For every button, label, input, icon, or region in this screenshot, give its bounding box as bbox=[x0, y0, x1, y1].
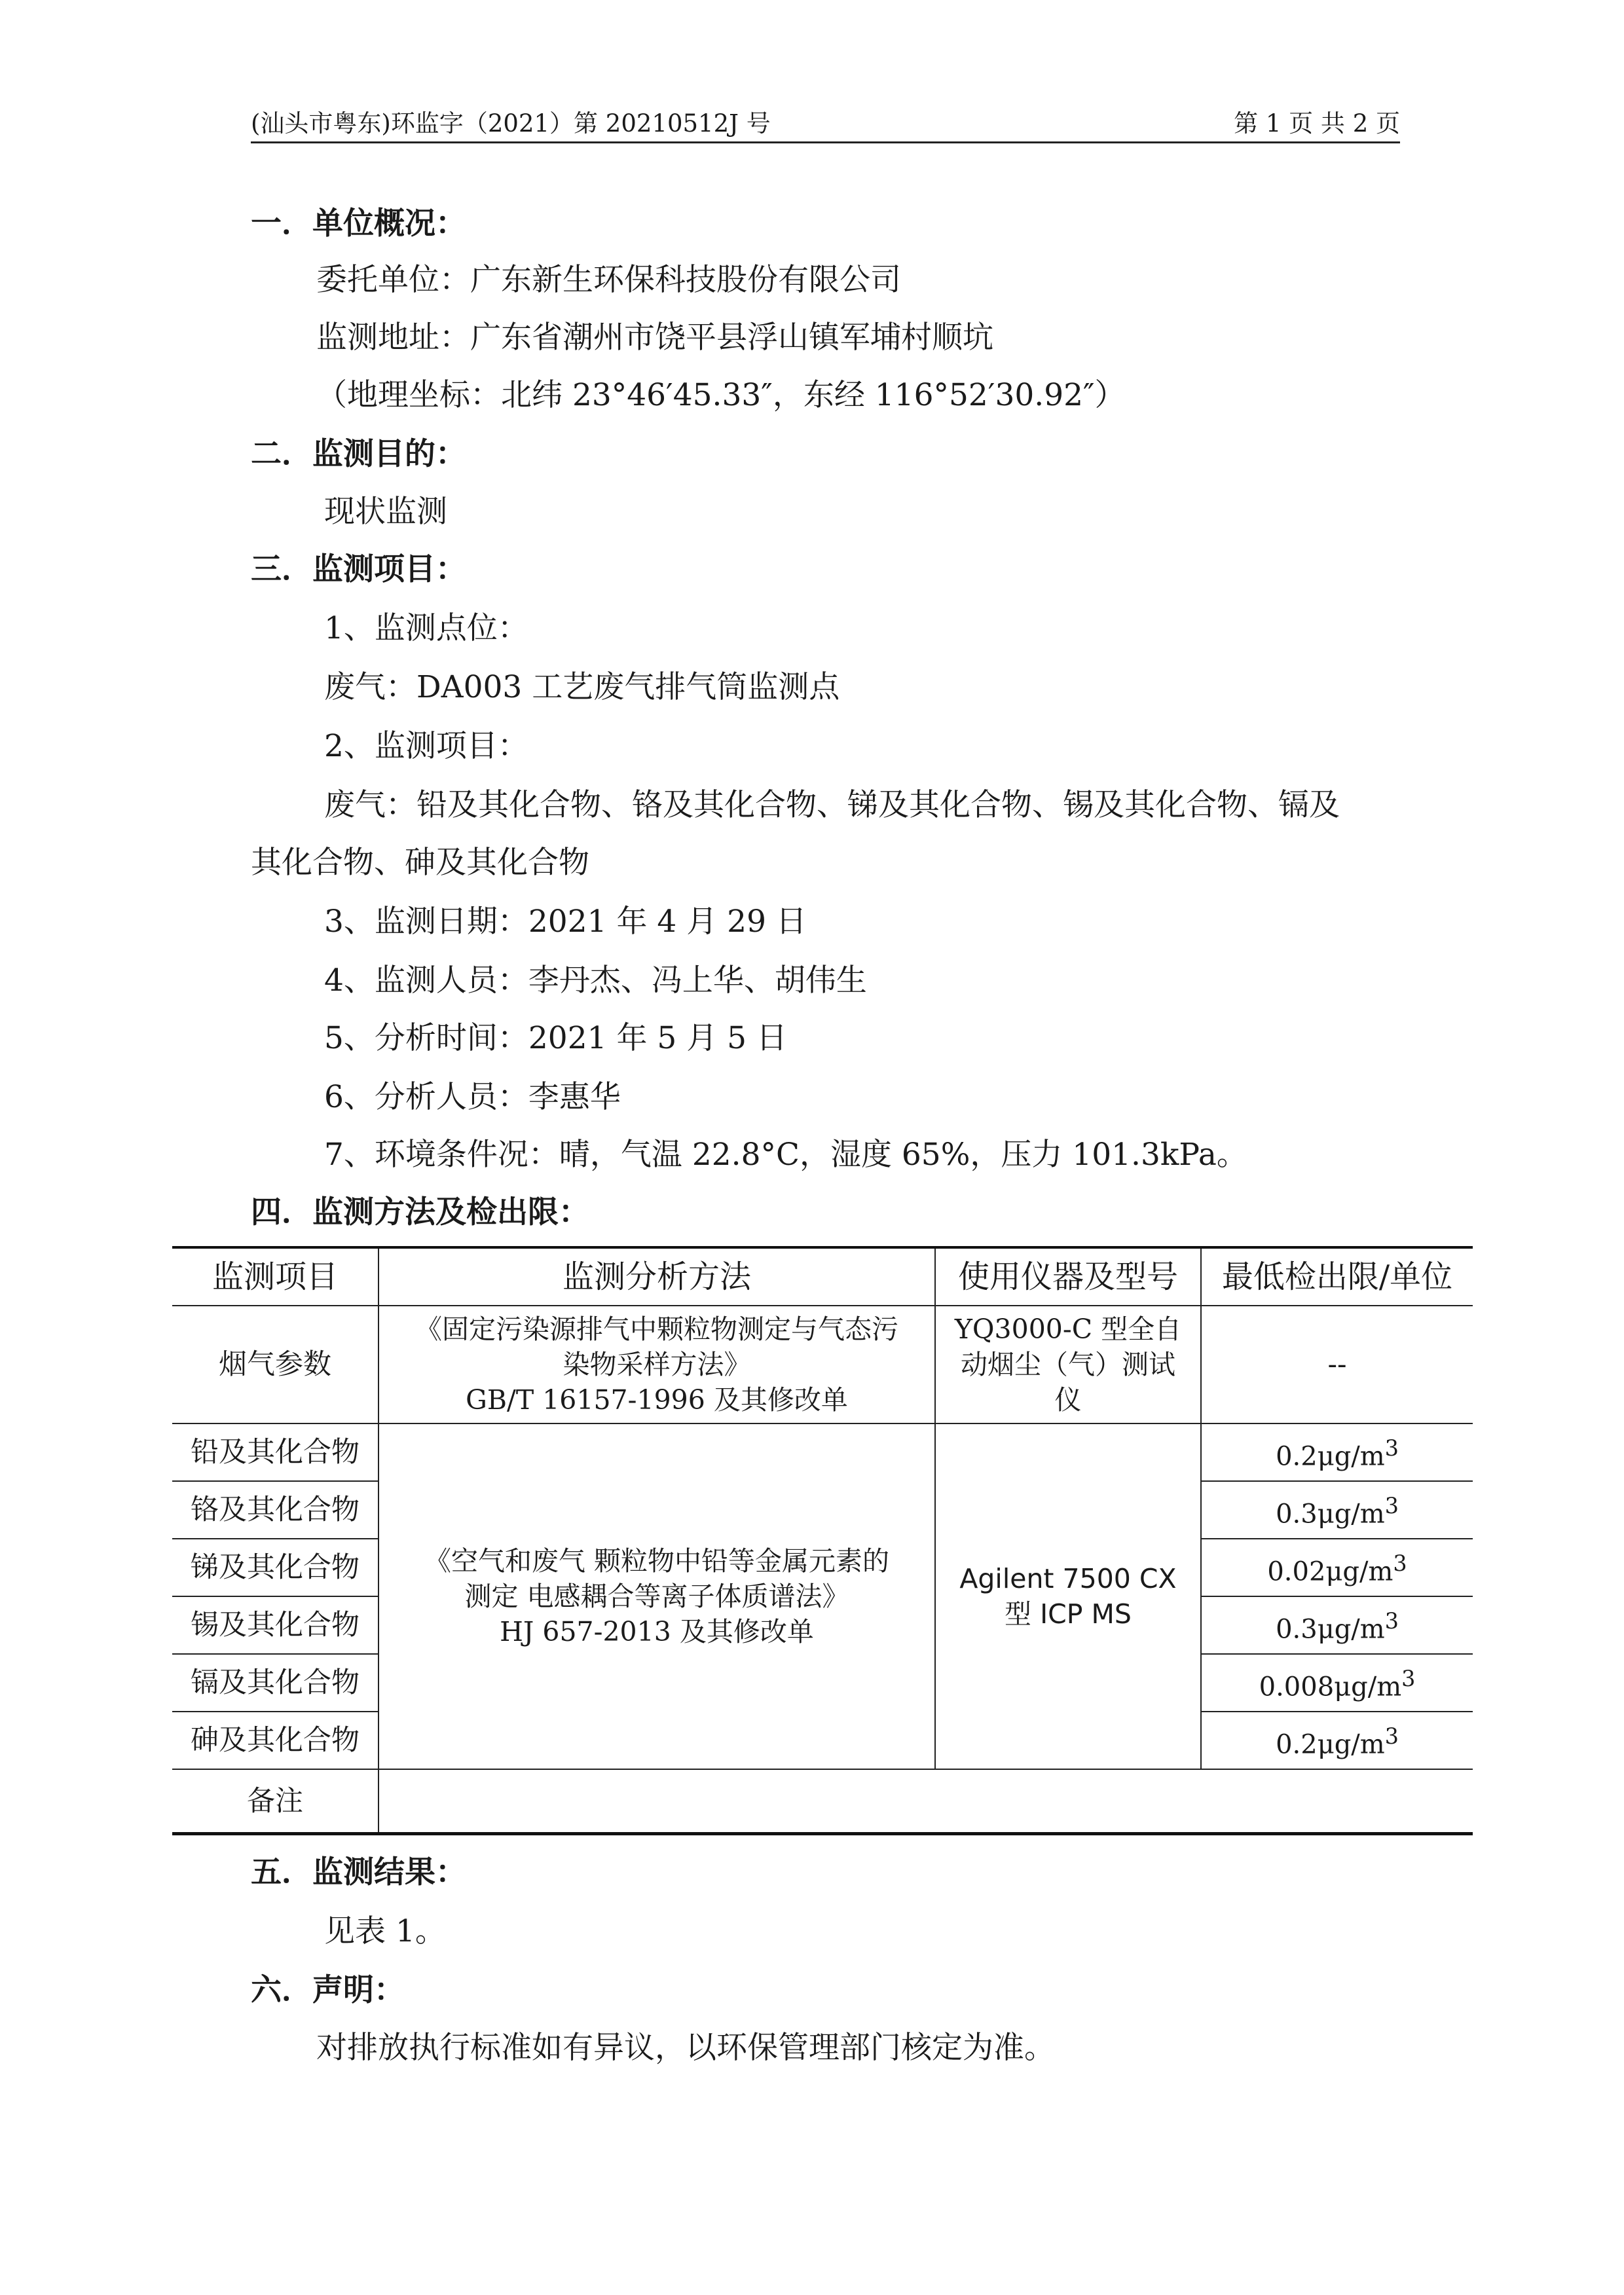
cell-limit bbox=[1201, 1481, 1473, 1539]
method-line: GB/T 16157-1996 及其修改单 bbox=[466, 1384, 848, 1416]
method-line: 染物采样方法》 bbox=[563, 1349, 751, 1380]
instrument-line: YQ3000-C 型全自 bbox=[954, 1313, 1182, 1345]
method-line: 《空气和废气 颗粒物中铅等金属元素的 bbox=[424, 1545, 890, 1577]
cell-item: 烟气参数 bbox=[172, 1306, 378, 1423]
header-item: 监测项目 bbox=[172, 1247, 378, 1306]
header-method: 监测分析方法 bbox=[378, 1247, 935, 1306]
analysis-date: 5、分析时间：2021 年 5 月 5 日 bbox=[324, 1020, 788, 1056]
monitored-items-line-2: 其化合物、砷及其化合物 bbox=[251, 845, 589, 881]
limit-value: 0.2μg/m bbox=[1276, 1729, 1385, 1760]
cell-limit bbox=[1201, 1654, 1473, 1712]
table-row bbox=[172, 1769, 1473, 1834]
table-header-row bbox=[172, 1247, 1473, 1306]
method-line: HJ 657-2013 及其修改单 bbox=[500, 1616, 814, 1647]
page-header bbox=[251, 103, 1400, 143]
document-number: (汕头市粤东)环监字（2021）第 20210512J 号 bbox=[251, 109, 771, 138]
cell-note-value bbox=[378, 1769, 1473, 1834]
cell-limit bbox=[1201, 1423, 1473, 1481]
limit-value: 0.3μg/m bbox=[1276, 1614, 1385, 1645]
limit-value: 0.2μg/m bbox=[1276, 1441, 1385, 1472]
analysis-staff: 6、分析人员：李惠华 bbox=[324, 1079, 621, 1115]
cell-item: 铅及其化合物 bbox=[172, 1423, 378, 1481]
section-3-title: 三．监测项目： bbox=[251, 551, 466, 587]
monitoring-point: 废气：DA003 工艺废气排气筒监测点 bbox=[324, 669, 840, 705]
cell-instrument bbox=[935, 1306, 1201, 1423]
cell-item: 锡及其化合物 bbox=[172, 1596, 378, 1654]
limit-exponent: 3 bbox=[1393, 1550, 1407, 1576]
coordinates-line: （地理坐标：北纬 23°46′45.33″，东经 116°52′30.92″） bbox=[316, 377, 1126, 413]
limit-exponent: 3 bbox=[1384, 1607, 1399, 1634]
limit-exponent: 3 bbox=[1384, 1435, 1399, 1461]
cell-item: 砷及其化合物 bbox=[172, 1712, 378, 1769]
section-4-title: 四．监测方法及检出限： bbox=[251, 1194, 589, 1230]
environment-conditions: 7、环境条件况：晴，气温 22.8°C，湿度 65%，压力 101.3kPa。 bbox=[324, 1137, 1247, 1173]
header-detection-limit: 最低检出限/单位 bbox=[1201, 1247, 1473, 1306]
section-2-title: 二．监测目的： bbox=[251, 436, 466, 472]
page-number: 第 1 页 共 2 页 bbox=[1234, 109, 1400, 138]
cell-metal-method bbox=[378, 1423, 935, 1769]
monitoring-staff: 4、监测人员：李丹杰、冯上华、胡伟生 bbox=[324, 963, 867, 999]
instrument-line: 型 ICP MS bbox=[1005, 1598, 1132, 1630]
section-6-title: 六．声明： bbox=[251, 1972, 405, 2008]
cell-limit: -- bbox=[1201, 1306, 1473, 1423]
limit-exponent: 3 bbox=[1384, 1723, 1399, 1749]
table-row bbox=[172, 1306, 1473, 1423]
results-line: 见表 1。 bbox=[324, 1913, 446, 1949]
statement-line: 对排放执行标准如有异议，以环保管理部门核定为准。 bbox=[316, 2030, 1055, 2066]
limit-value: 0.3μg/m bbox=[1276, 1499, 1385, 1530]
cell-item: 锑及其化合物 bbox=[172, 1539, 378, 1596]
cell-item: 镉及其化合物 bbox=[172, 1654, 378, 1712]
cell-limit bbox=[1201, 1712, 1473, 1769]
cell-limit bbox=[1201, 1539, 1473, 1596]
limit-value: 0.008μg/m bbox=[1259, 1672, 1402, 1702]
limit-exponent: 3 bbox=[1384, 1492, 1399, 1518]
limit-value: 0.02μg/m bbox=[1267, 1556, 1393, 1587]
method-line: 测定 电感耦合等离子体质谱法》 bbox=[464, 1581, 849, 1612]
monitoring-date: 3、监测日期：2021 年 4 月 29 日 bbox=[324, 904, 807, 940]
method-table bbox=[172, 1246, 1473, 1835]
cell-method bbox=[378, 1306, 935, 1423]
method-line: 《固定污染源排气中颗粒物测定与气态污 bbox=[415, 1313, 898, 1345]
limit-exponent: 3 bbox=[1401, 1665, 1416, 1691]
cell-metal-instrument bbox=[935, 1423, 1201, 1769]
client-line: 委托单位：广东新生环保科技股份有限公司 bbox=[316, 262, 901, 298]
cell-note-label: 备注 bbox=[172, 1769, 378, 1834]
item-1-label: 1、监测点位： bbox=[324, 610, 528, 646]
item-2-label: 2、监测项目： bbox=[324, 728, 528, 764]
cell-limit bbox=[1201, 1596, 1473, 1654]
instrument-line: 动烟尘（气）测试 bbox=[961, 1349, 1175, 1380]
instrument-line: 仪 bbox=[1054, 1384, 1082, 1416]
address-line: 监测地址：广东省潮州市饶平县浮山镇军埔村顺坑 bbox=[316, 320, 993, 356]
instrument-line: Agilent 7500 CX bbox=[959, 1563, 1177, 1594]
section-5-title: 五．监测结果： bbox=[251, 1854, 466, 1890]
table-row bbox=[172, 1423, 1473, 1481]
monitored-items-line-1: 废气：铅及其化合物、铬及其化合物、锑及其化合物、锡及其化合物、镉及 bbox=[324, 787, 1340, 823]
cell-item: 铬及其化合物 bbox=[172, 1481, 378, 1539]
purpose-line: 现状监测 bbox=[324, 494, 447, 530]
section-1-title: 一．单位概况： bbox=[251, 206, 466, 242]
header-instrument: 使用仪器及型号 bbox=[935, 1247, 1201, 1306]
